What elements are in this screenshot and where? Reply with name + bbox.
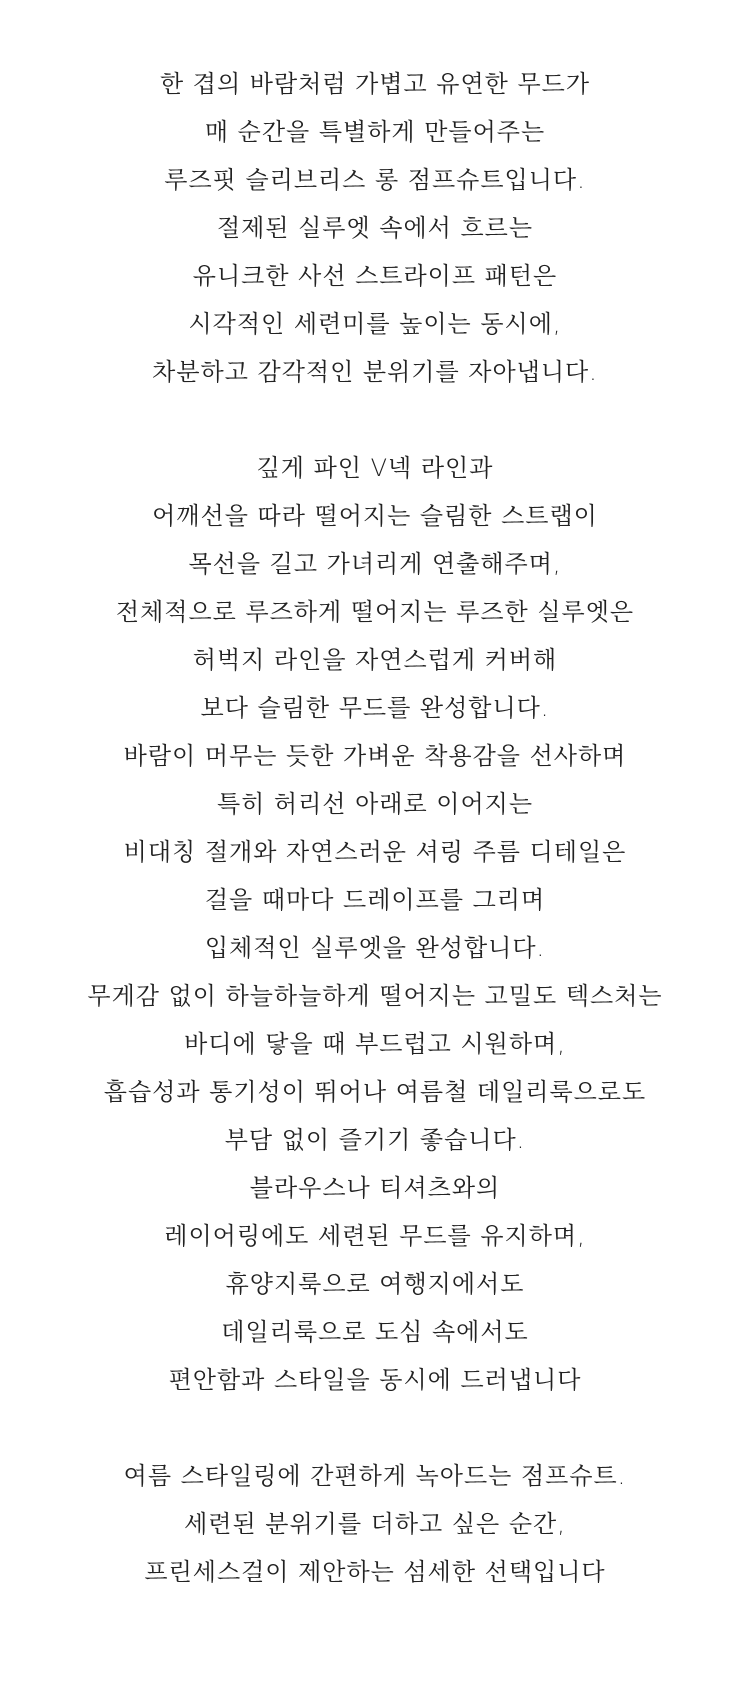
description-line: 데일리룩으로 도심 속에서도 <box>221 1318 529 1346</box>
description-line: 바디에 닿을 때 부드럽고 시원하며, <box>184 1030 566 1058</box>
description-line: 깊게 파인 V넥 라인과 <box>256 454 494 482</box>
description-line: 여름 스타일링에 간편하게 녹아드는 점프슈트. <box>123 1462 627 1490</box>
description-line: 유니크한 사선 스트라이프 패턴은 <box>192 262 558 290</box>
description-line: 전체적으로 루즈하게 떨어지는 루즈한 실루엣은 <box>115 598 635 626</box>
description-line: 매 순간을 특별하게 만들어주는 <box>204 118 546 146</box>
description-paragraph-1 <box>0 60 750 396</box>
product-description <box>0 60 750 1596</box>
description-line: 어깨선을 따라 떨어지는 슬림한 스트랩이 <box>152 502 598 530</box>
description-line: 무게감 없이 하늘하늘하게 떨어지는 고밀도 텍스처는 <box>87 982 663 1010</box>
description-line: 휴양지룩으로 여행지에서도 <box>225 1270 525 1298</box>
description-line: 시각적인 세련미를 높이는 동시에, <box>188 310 562 338</box>
description-line: 비대칭 절개와 자연스러운 셔링 주름 디테일은 <box>123 838 627 866</box>
description-line: 세련된 분위기를 더하고 싶은 순간, <box>184 1510 566 1538</box>
description-line: 입체적인 실루엣을 완성합니다. <box>204 934 546 962</box>
description-line: 절제된 실루엣 속에서 흐르는 <box>216 214 534 242</box>
description-paragraph-3 <box>0 1452 750 1596</box>
description-paragraph-2 <box>0 444 750 1404</box>
description-line: 부담 없이 즐기기 좋습니다. <box>224 1126 526 1154</box>
description-line: 편안함과 스타일을 동시에 드러냅니다 <box>168 1366 582 1394</box>
description-line: 목선을 길고 가녀리게 연출해주며, <box>188 550 562 578</box>
description-line: 허벅지 라인을 자연스럽게 커버해 <box>192 646 558 674</box>
paragraph-spacer <box>0 1404 750 1452</box>
description-line: 보다 슬림한 무드를 완성합니다. <box>200 694 550 722</box>
description-line: 블라우스나 티셔츠와의 <box>249 1174 501 1202</box>
paragraph-spacer <box>0 396 750 444</box>
description-line: 흡습성과 통기성이 뛰어나 여름철 데일리룩으로도 <box>103 1078 647 1106</box>
description-line: 차분하고 감각적인 분위기를 자아냅니다. <box>152 358 598 386</box>
description-line: 특히 허리선 아래로 이어지는 <box>216 790 534 818</box>
description-line: 한 겹의 바람처럼 가볍고 유연한 무드가 <box>159 70 591 98</box>
description-line: 레이어링에도 세련된 무드를 유지하며, <box>164 1222 586 1250</box>
description-line: 바람이 머무는 듯한 가벼운 착용감을 선사하며 <box>123 742 627 770</box>
description-line: 프린세스걸이 제안하는 섬세한 선택입니다 <box>144 1558 606 1586</box>
description-line: 걸을 때마다 드레이프를 그리며 <box>204 886 546 914</box>
description-line: 루즈핏 슬리브리스 롱 점프슈트입니다. <box>164 166 586 194</box>
